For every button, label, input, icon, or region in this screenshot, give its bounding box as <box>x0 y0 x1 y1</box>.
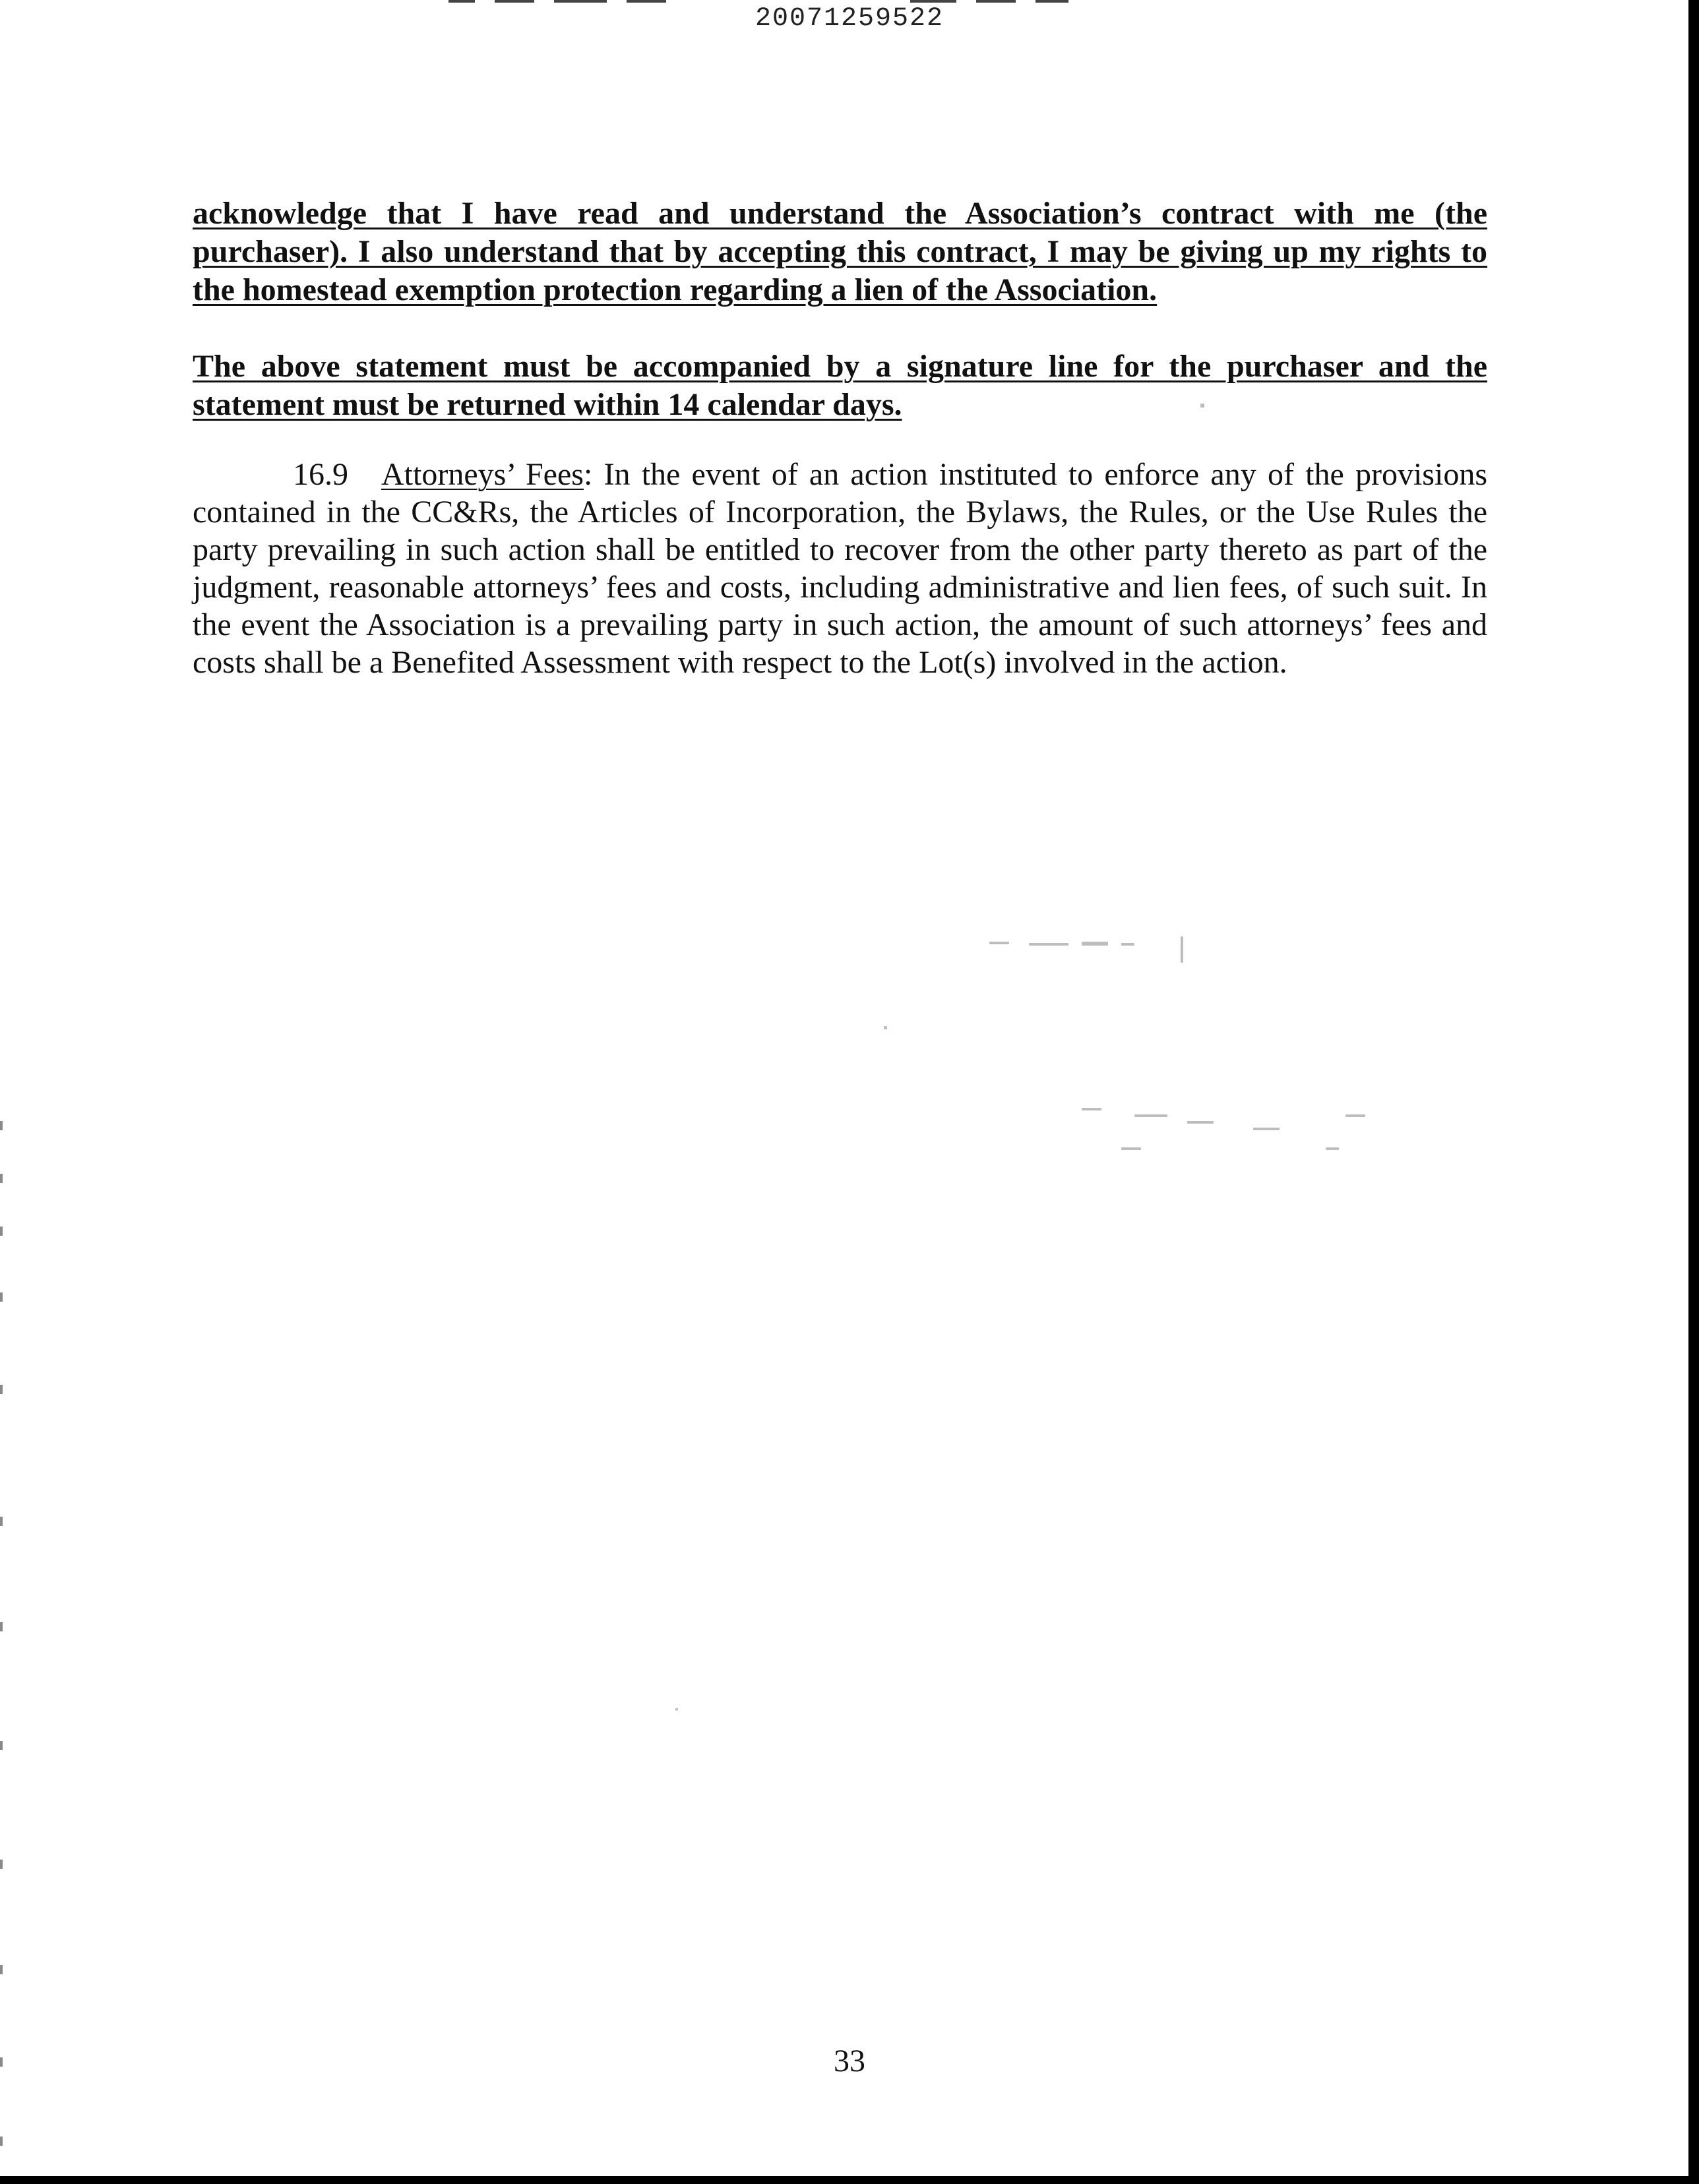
document-number: 20071259522 <box>755 4 944 34</box>
section-number: 16.9 <box>293 457 348 492</box>
document-body <box>193 195 1487 681</box>
signature-requirement-statement: The above statement must be accompanied by a signature line for the purchaser and the statement must be returned within 14 calendar days. <box>193 349 1487 422</box>
scan-border-bottom <box>0 2176 1699 2184</box>
section-heading: Attorneys’ Fees <box>381 457 584 492</box>
acknowledgment-statement: acknowledge that I have read and understand the Association’s contract with me (the purchaser). I also understand that by accepting this contract, I may be giving up my rights to the homestead exemption protection regarding a lien of the Association. <box>193 196 1487 307</box>
section-heading-separator: : <box>583 457 593 492</box>
scan-border-right <box>1688 0 1699 2184</box>
page-number: 33 <box>834 2044 865 2078</box>
section-text: In the event of an action instituted to enforce any of the provisions contained in the CC&Rs, the Articles of Incorporation, the Bylaws, the Rules, or the Use Rules the party prevailing in such action shall be entitled to recover from the other party thereto as part of the judgment, reasonable attorneys’ fees and costs, including administrative and lien fees, of such suit. In the event the Association is a prevailing party in such action, the amount of such attorneys’ fees and costs shall be a Benefited Assessment with respect to the Lot(s) involved in the action. <box>193 457 1488 680</box>
section-16-9-paragraph <box>193 456 1487 681</box>
